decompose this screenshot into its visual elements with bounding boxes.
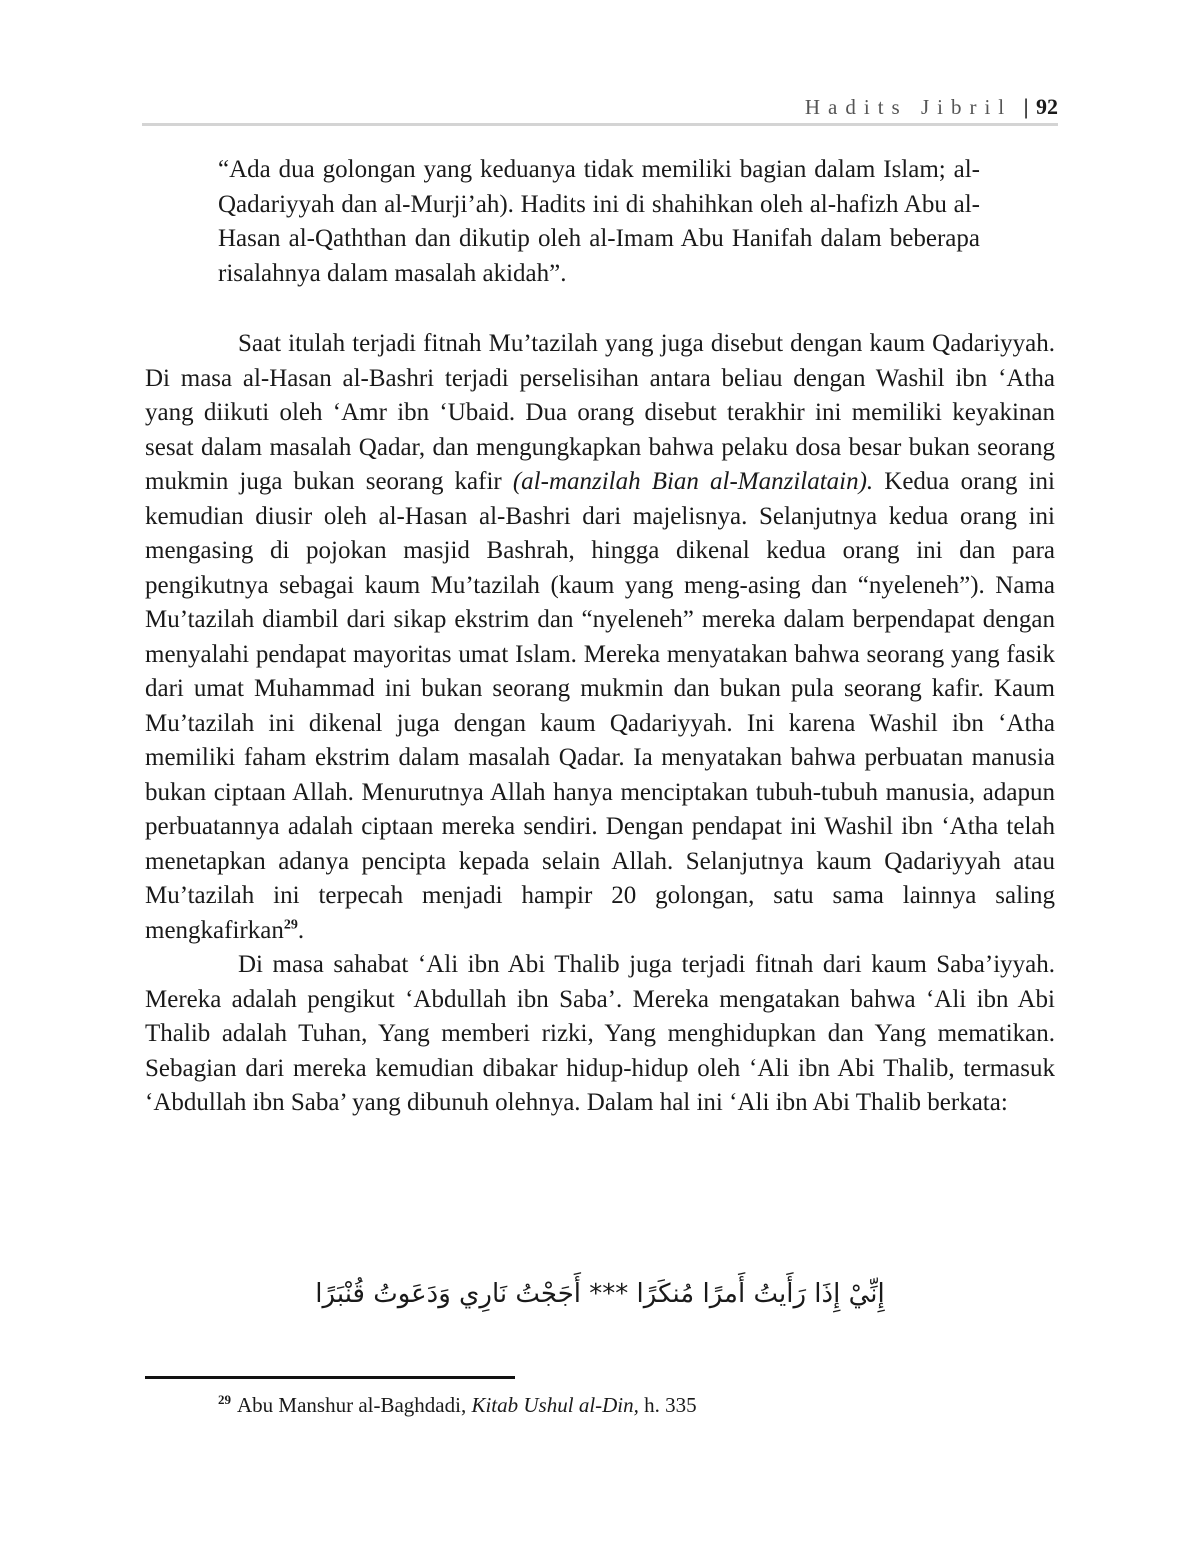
footnote-page: h. 335 — [638, 1393, 697, 1417]
paragraph-mutazilah — [145, 327, 1055, 948]
footnote-reference[interactable]: 29 — [283, 917, 298, 933]
header-separator: | — [1023, 94, 1029, 119]
block-quote: “Ada dua golongan yang keduanya tidak memiliki bagian dalam Islam; al-Qadariyyah dan al-Murji’ah). Hadits ini di shahihkan oleh al-hafizh Abu al-Hasan al-Qaththan dan dikutip oleh al-Imam Abu Hanifah dalam beberapa risalahnya dalam masalah akidah”. — [218, 156, 980, 287]
paragraph-text: Saat itulah terjadi fitnah Mu’tazilah yang juga disebut dengan kaum Qadariyyah. Di masa al-Hasan al-Bashri terjadi perselisihan antara beliau dengan Washil ibn ‘Atha yang diikuti oleh ‘Amr ibn ‘Ubaid. Dua orang disebut terakhir ini memiliki keyakinan sesat dalam masalah Qadar, dan mengungkapkan bahwa pelaku dosa besar bukan seorang mukmin juga bukan seorang kafir — [145, 330, 1055, 495]
footnote-number: 29 — [218, 1392, 231, 1407]
running-title: Hadits Jibril — [804, 95, 1013, 119]
paragraph-sabaiyyah: Di masa sahabat ‘Ali ibn Abi Thalib juga terjadi fitnah dari kaum Saba’iyyah. Mereka adalah pengikut ‘Abdullah ibn Saba’. Mereka mengatakan bahwa ‘Ali ibn Abi Thalib adalah Tuhan, Yang memberi rizki, Yang menghidupkan dan Yang mematikan. Sebagian dari mereka kemudian dibakar hidup-hidup oleh ‘Ali ibn Abi Thalib, termasuk ‘Abdullah ibn Saba’ yang dibunuh olehnya. Dalam hal ini ‘Ali ibn Abi Thalib berkata: — [145, 951, 1055, 1116]
paragraph-text: Kedua orang ini kemudian diusir oleh al-Hasan al-Bashri dari majelisnya. Selanjutnya kedua orang ini mengasing di pojokan masjid Bashrah, hingga dikenal kedua orang ini dan para pengikutnya sebagai kaum Mu’tazilah (kaum yang meng-asing dan “nyeleneh”). Nama Mu’tazilah diambil dari sikap ekstrim dan “nyeleneh” mereka dalam berpendapat dengan menyalahi pendapat mayoritas umat Islam. Mereka menyatakan bahwa seorang yang fasik dari umat Muhammad ini bukan seorang mukmin dan bukan pula seorang kafir. Kaum Mu’tazilah ini dikenal juga dengan kaum Qadariyyah. Ini karena Washil ibn ‘Atha memiliki faham ekstrim dalam masalah Qadar. Ia menyatakan bahwa perbuatan manusia bukan ciptaan Allah. Menurutnya Allah hanya menciptakan tubuh-tubuh manusia, adapun perbuatannya adalah ciptaan mereka sendiri. Dengan pendapat ini Washil ibn ‘Atha telah menetapkan adanya pencipta kepada selain Allah. Selanjutnya kaum Qadariyyah atau Mu’tazilah ini terpecah menjadi hampir 20 golongan, satu sama lainnya saling mengkafirkan — [145, 468, 1056, 944]
arabic-verse: إِنِّيْ إِذَا رَأَيتُ أَمرًا مُنكَرًا *** أَجَجْتُ نَارِي وَدَعَوتُ قُنْبَرًا — [315, 1279, 885, 1309]
body-text — [145, 327, 1055, 1121]
footnote-title: Kitab Ushul al-Din, — [471, 1393, 639, 1417]
italic-term: (al-manzilah Bian al-Manzilatain). — [512, 468, 874, 495]
page-header — [142, 92, 1058, 122]
footnote-author: Abu Manshur al-Baghdadi, — [237, 1393, 472, 1417]
page-number: 92 — [1036, 94, 1058, 119]
paragraph-end: . — [297, 916, 305, 944]
footnote-rule — [145, 1376, 515, 1379]
header-rule — [142, 123, 1058, 126]
footnote — [218, 1390, 1058, 1420]
